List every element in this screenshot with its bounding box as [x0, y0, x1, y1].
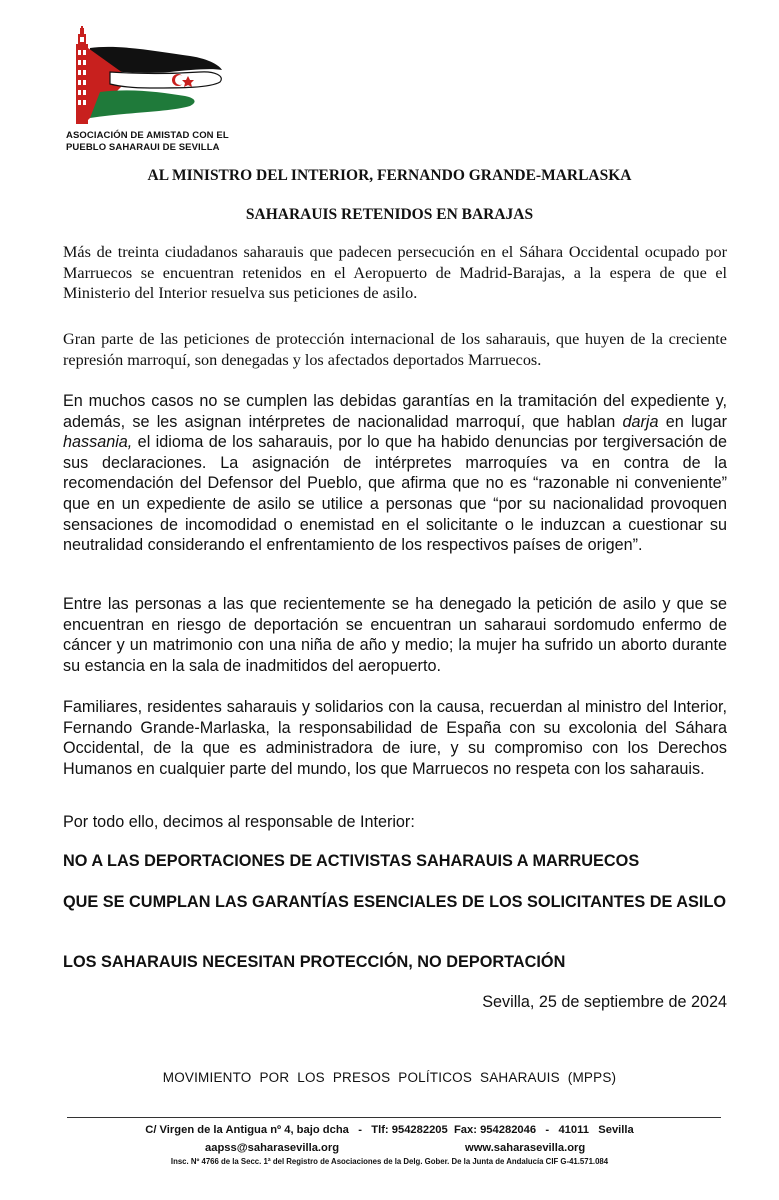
signature-organization: MOVIMIENTO POR LOS PRESOS POLÍTICOS SAHARAUIS (MPPS): [162, 1070, 617, 1085]
footer-contact: [0, 1142, 779, 1156]
organization-name-line1: ASOCIACIÓN DE AMISTAD CON EL: [66, 130, 229, 141]
footer-email[interactable]: aapss@saharasevilla.org: [205, 1142, 340, 1154]
demand-3: LOS SAHARAUIS NECESITAN PROTECCIÓN, NO DEPORTACIÓN: [63, 953, 566, 971]
hassania-term: hassania,: [63, 433, 133, 452]
organization-name: [66, 130, 266, 153]
darja-term: darja: [622, 412, 659, 431]
organization-name-line2: PUEBLO SAHARAUI DE SEVILLA: [66, 141, 220, 153]
footer-registry: Insc. Nº 4766 de la Secc. 1ª del Registro de Asociaciones de la Delg. Gober. De la Junta de Andalucía CIF G-41.571.084: [170, 1157, 609, 1166]
paragraph-3-part-b: en lugar: [658, 412, 727, 431]
paragraph-3: [63, 391, 727, 556]
paragraph-4: Entre las personas a las que recientemente se ha denegado la petición de asilo y que se encuentran en riesgo de deportación se encuentran un saharaui sordomudo enfermo de cáncer y un matrimonio con una niña de año y medio; la mujer ha sufrido un aborto durante su estancia en la sala de inadmitidos del aeropuerto.: [63, 595, 727, 675]
sahrawi-flag-giralda-logo-icon: [70, 26, 230, 126]
paragraph-6: Por todo ello, decimos al responsable de Interior:: [63, 813, 415, 831]
paragraph-5: Familiares, residentes saharauis y solidarios con la causa, recuerdan al ministro del Interior, Fernando Grande-Marlaska, la responsabilidad de España con su excolonia del Sáhara Occidental, de la que es administradora de iure, y su compromiso con los Derechos Humanos en cualquier parte del mundo, los que Marruecos no respeta con los saharauis.: [63, 698, 727, 778]
footer-address: C/ Virgen de la Antigua nº 4, bajo dcha - Tlf: 954282205 Fax: 954282046 - 41011 Sevilla: [145, 1124, 634, 1136]
addressee-heading: AL MINISTRO DEL INTERIOR, FERNANDO GRANDE-MARLASKA: [147, 167, 632, 184]
paragraph-2: Gran parte de las peticiones de protección internacional de los saharauis, que huyen de la creciente represión marroquí, son denegadas y los afectados deportados Marruecos.: [63, 330, 727, 369]
subject-heading: SAHARAUIS RETENIDOS EN BARAJAS: [245, 206, 534, 223]
paragraph-3-part-c: el idioma de los saharauis, por lo que ha habido denuncias por tergiversación de sus declaraciones. La asignación de intérpretes marroquíes va en contra de la recomendación del Defensor del Pueblo, que afirma que no es “razonable ni conveniente” que en un expediente de asilo se utilice a personas que “por su nacionalidad provoquen sensaciones de incomodidad o enemistad en el solicitante o le induzcan a cuestionar su neutralidad considerando el enfrentamiento de los respectivos países de origen”.: [63, 433, 727, 555]
footer-website[interactable]: www.saharasevilla.org: [465, 1142, 586, 1154]
paragraph-1: Más de treinta ciudadanos saharauis que padecen persecución en el Sáhara Occidental ocupado por Marruecos se encuentran retenidos en el Aeropuerto de Madrid-Barajas, a la espera de que el Ministerio del Interior resuelva sus peticiones de asilo.: [63, 243, 727, 303]
demand-1: NO A LAS DEPORTACIONES DE ACTIVISTAS SAHARAUIS A MARRUECOS: [63, 852, 640, 870]
date-line: Sevilla, 25 de septiembre de 2024: [482, 993, 727, 1011]
footer-divider: [67, 1117, 721, 1118]
paragraph-3-part-a: En muchos casos no se cumplen las debidas garantías en la tramitación del expediente y, además, se les asignan intérpretes de nacionalidad marroquí, que hablan: [63, 392, 727, 431]
demand-2: QUE SE CUMPLAN LAS GARANTÍAS ESENCIALES DE LOS SOLICITANTES DE ASILO: [63, 893, 727, 911]
